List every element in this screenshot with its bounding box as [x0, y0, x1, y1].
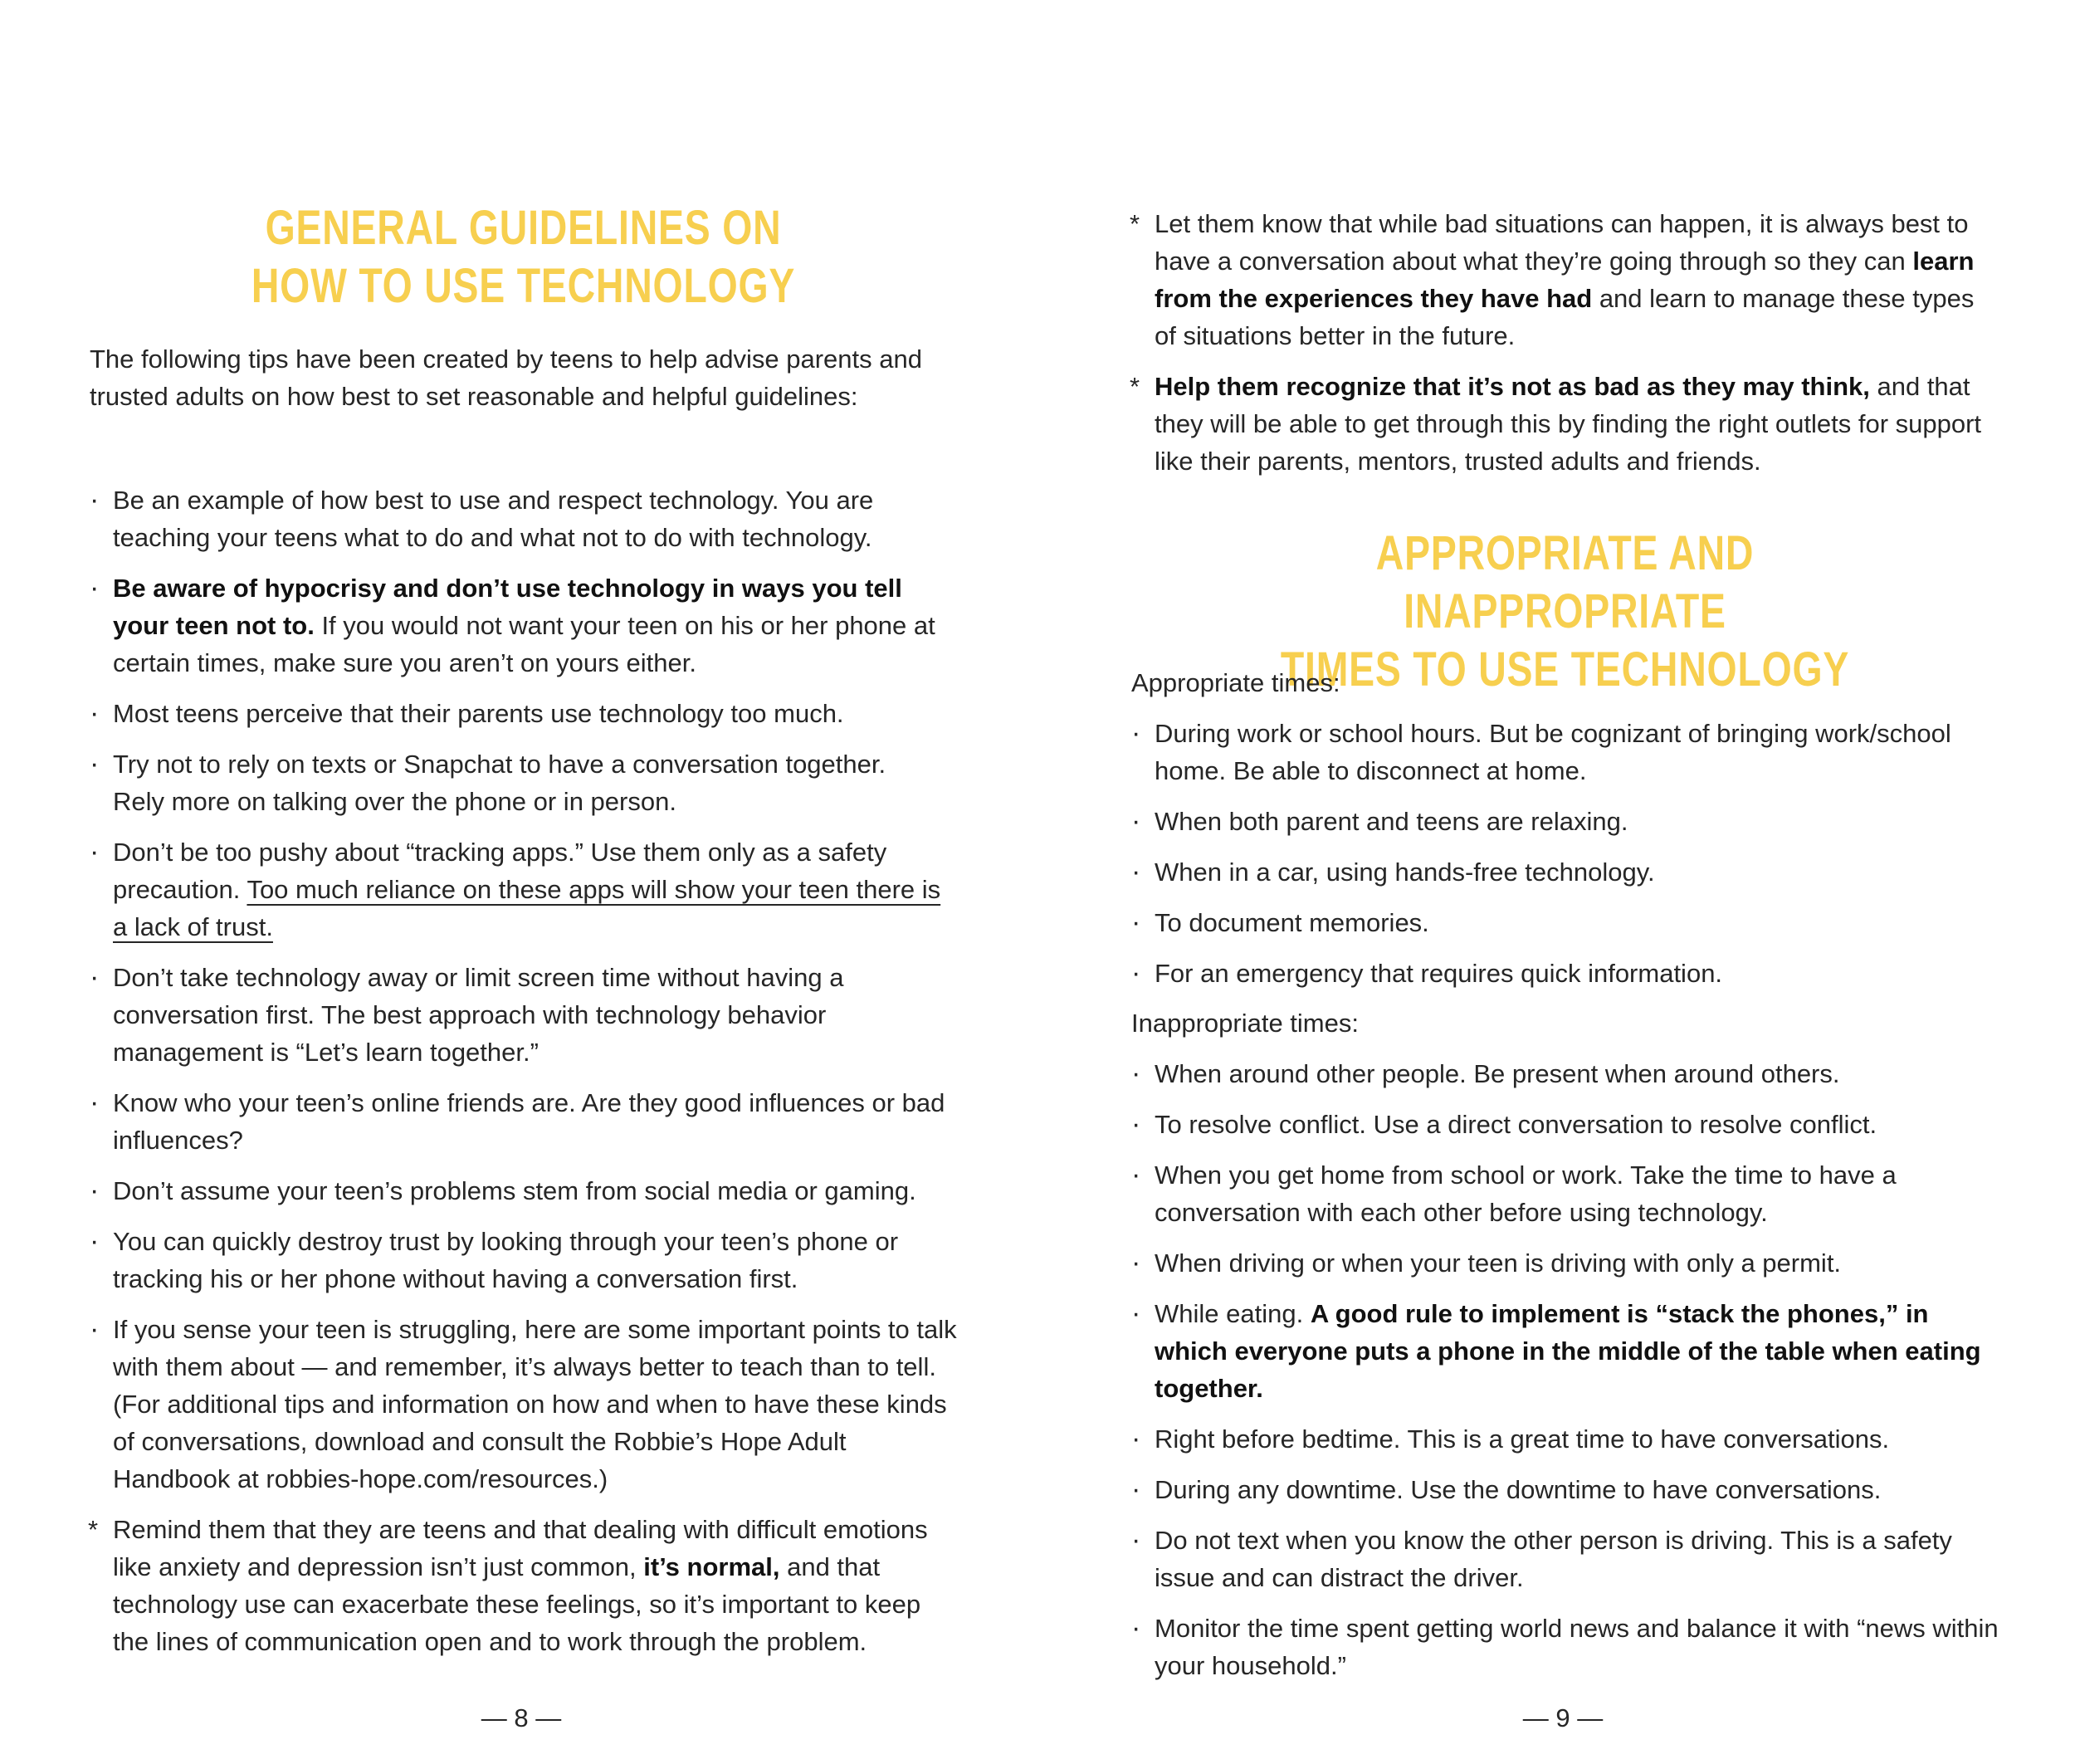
inappropriate-times-label: Inappropriate times: [1131, 1009, 1359, 1038]
list-item: · Don’t take technology away or limit screen time without having a conversation first. The best approach with technology behavior management is “Let’s learn together.” [90, 959, 957, 1071]
list-item: · When in a car, using hands-free technology. [1131, 853, 1999, 891]
list-item: · Most teens perceive that their parents use technology too much. [90, 695, 957, 732]
list-item: · During any downtime. Use the downtime to have conversations. [1131, 1471, 1999, 1508]
list-item: · Try not to rely on texts or Snapchat to have a conversation together. Rely more on talking over the phone or in person. [90, 745, 957, 820]
list-item: · During work or school hours. But be cognizant of bringing work/school home. Be able to disconnect at home. [1131, 715, 1999, 789]
left-page-heading [177, 199, 871, 315]
bold-text: Help them recognize that it’s not as bad as they may think, [1155, 372, 1870, 401]
page-number-left: — 8 — [481, 1703, 562, 1732]
list-item: · Be aware of hypocrisy and don’t use technology in ways you tell your teen not to. If you would not want your teen on his or her phone at certain times, make sure you aren’t on yours either. [90, 569, 957, 682]
bold-text: learn from the experiences they have had [1155, 247, 1975, 313]
list-item: · Know who your teen’s online friends are. Are they good influences or bad influences? [90, 1084, 957, 1159]
list-item: · When you get home from school or work. Take the time to have a conversation with each other before using technology. [1131, 1156, 1999, 1231]
list-item: · Be an example of how best to use and respect technology. You are teaching your teens what to do and what not to do with technology. [90, 481, 957, 556]
list-item: · Don’t assume your teen’s problems stem from social media or gaming. [90, 1172, 957, 1209]
list-item: · While eating. A good rule to implement is “stack the phones,” in which everyone puts a phone in the middle of the table when eating together. [1131, 1295, 1999, 1407]
page-number-right: — 9 — [1522, 1703, 1604, 1732]
list-item: · When both parent and teens are relaxing. [1131, 803, 1999, 840]
list-item: · To document memories. [1131, 904, 1999, 941]
intro-paragraph: The following tips have been created by teens to help advise parents and trusted adults on how best to set reasonable and helpful guidelines: [90, 344, 922, 411]
inappropriate-times-list [1131, 1055, 1999, 1698]
underlined-text: Too much reliance on these apps will show your teen there is a lack of trust. [113, 875, 941, 941]
list-item: · Do not text when you know the other person is driving. This is a safety issue and can distract the driver. [1131, 1522, 1999, 1596]
heading-line-2: HOW TO USE TECHNOLOGY [251, 259, 796, 313]
heading-line-1: APPROPRIATE AND INAPPROPRIATE [1375, 526, 1755, 638]
list-item: · Monitor the time spent getting world news and balance it with “news within your household.” [1131, 1610, 1999, 1684]
list-item: · To resolve conflict. Use a direct conversation to resolve conflict. [1131, 1106, 1999, 1143]
bold-text: A good rule to implement is “stack the phones,” in which everyone puts a phone in the middle of the table when eating together. [1155, 1299, 1981, 1403]
star-list-item: * Remind them that they are teens and that dealing with difficult emotions like anxiety and depression isn’t just common, it’s normal, and that technology use can exacerbate these feelings, so it’s important to keep the lines of communication open and to work through the problem. [90, 1511, 957, 1660]
bold-text: it’s normal, [643, 1552, 780, 1581]
appropriate-times-label: Appropriate times: [1131, 668, 1340, 697]
list-item: · If you sense your teen is struggling, here are some important points to talk with them about — and remember, it’s always better to teach than to tell. (For additional tips and information on how and when to have these kinds of conversations, download and consult the Robbie’s Hope Adult Handbook at robbies-hope.com/resources.) [90, 1311, 957, 1498]
heading-line-2: TIMES TO USE TECHNOLOGY [1280, 643, 1850, 696]
continued-star-list [1131, 205, 1999, 493]
star-list-item: * Let them know that while bad situations can happen, it is always best to have a conversation about what they’re going through so they can learn from the experiences they have had and learn to manage these types of situations better in the future. [1131, 205, 1999, 354]
list-item: · When around other people. Be present when around others. [1131, 1055, 1999, 1092]
list-item: · Right before bedtime. This is a great time to have conversations. [1131, 1420, 1999, 1458]
list-item: · When driving or when your teen is driving with only a permit. [1131, 1244, 1999, 1282]
list-item: · Don’t be too pushy about “tracking apps.” Use them only as a safety precaution. Too much reliance on these apps will show your teen there is a lack of trust. [90, 833, 957, 946]
appropriate-times-list [1131, 715, 1999, 995]
list-item: · You can quickly destroy trust by looking through your teen’s phone or tracking his or her phone without having a conversation first. [90, 1223, 957, 1297]
star-list-item: * Help them recognize that it’s not as bad as they may think, and that they will be able to get through this by finding the right outlets for support like their parents, mentors, trusted adults and friends. [1131, 368, 1999, 480]
bold-text: Be aware of hypocrisy and don’t use technology in ways you tell your teen not to. [113, 574, 902, 640]
guidelines-list [90, 481, 957, 1674]
heading-line-1: GENERAL GUIDELINES ON [265, 201, 782, 255]
list-item: · For an emergency that requires quick information. [1131, 955, 1999, 992]
